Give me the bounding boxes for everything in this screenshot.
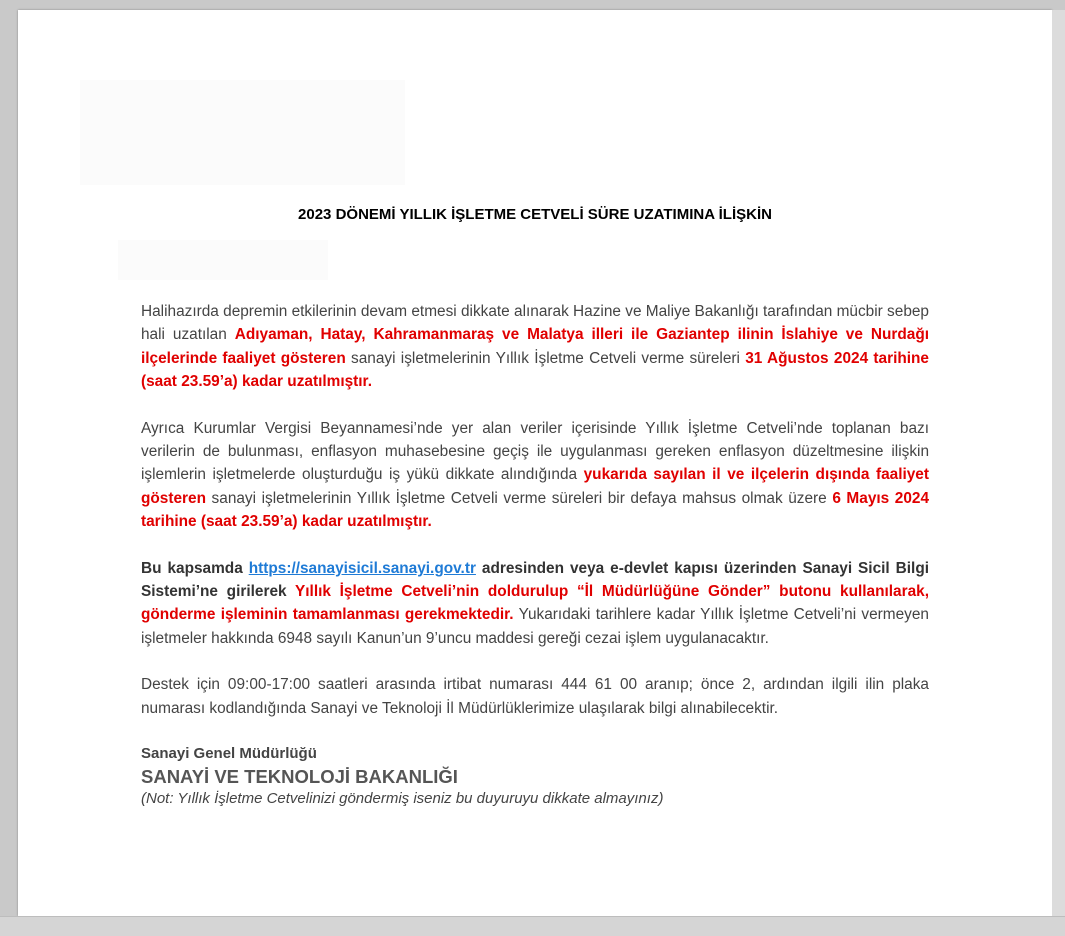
paragraph2-text-2: sanayi işletmelerinin Yıllık İşletme Cetveli verme süreleri bir defaya mahsus olmak üzere	[206, 489, 833, 507]
paragraph3-text-2: adresinden veya e-devlet kapısı üzerinden Sanayi Sicil Bilgi Sistemi’ne girilerek	[141, 559, 929, 601]
paragraph2-highlight-regions: yukarıda sayılan il ve ilçelerin dışında faaliyet gösteren	[141, 466, 929, 507]
faded-subheader-block	[118, 240, 328, 280]
document-body	[141, 300, 929, 809]
paragraph1-highlight-deadline: 31 Ağustos 2024 tarihine (saat 23.59’a) kadar uzatılmıştır.	[141, 349, 929, 391]
paragraph1-text-1: Halihazırda depremin etkilerinin devam etmesi dikkate alınarak Hazine ve Maliye Bakanlığı tarafından mücbir sebep hali uzatılan	[141, 303, 929, 344]
signature-ministry: SANAYİ VE TEKNOLOJİ BAKANLIĞI	[141, 766, 458, 788]
paragraph-support-contact	[141, 673, 929, 720]
document-page	[18, 10, 1052, 916]
paragraph3-text-3: Yukarıdaki tarihlere kadar Yıllık İşletme Cetveli’ni vermeyen işletmeler hakkında 6948 sayılı Kanun’un 9’uncu maddesi gereği cezai işlem uygulanacaktır.	[141, 606, 929, 647]
page-right-margin	[1052, 10, 1065, 916]
paragraph4-text: Destek için 09:00-17:00 saatleri arasında irtibat numarası 444 61 00 aranıp; önce 2, ardından ilgili ilin plaka numarası kodlandığında Sanayi ve Teknoloji İl Müdürlüklerimize ulaşılarak bilgi alınabilecektir.	[141, 676, 929, 717]
paragraph-extension-earthquake-regions	[141, 300, 929, 394]
signature-department: Sanayi Genel Müdürlüğü	[141, 745, 317, 763]
signature-block	[141, 743, 929, 809]
paragraph2-text-1: Ayrıca Kurumlar Vergisi Beyannamesi’nde yer alan veriler içerisinde Yıllık İşletme Cetveli’nde toplanan bazı verilerin de bulunması, enflasyon muhasebesine geçiş ile uygulanması gereken enflasyon düzeltmesine ilişkin işlemlerin işletmelerde oluşturduğu iş yükü dikkate alındığında	[141, 419, 929, 484]
paragraph1-highlight-regions: Adıyaman, Hatay, Kahramanmaraş ve Malatya illeri ile Gaziantep ilinin İslahiye ve Nurdağı ilçelerinde faaliyet gösteren	[141, 326, 929, 367]
paragraph2-highlight-deadline: 6 Mayıs 2024 tarihine (saat 23.59’a) kadar uzatılmıştır.	[141, 489, 930, 531]
document-title: 2023 DÖNEMİ YILLIK İŞLETME CETVELİ SÜRE UZATIMINA İLİŞKİN	[298, 206, 772, 223]
paragraph-extension-other-regions	[141, 417, 929, 534]
viewer-bottom-bar	[0, 916, 1065, 936]
sanayi-sicil-link[interactable]: https://sanayisicil.sanayi.gov.tr	[248, 559, 476, 577]
paragraph3-highlight-instruction: Yıllık İşletme Cetveli’nin doldurulup “İl Müdürlüğüne Gönder” butonu kullanılarak, gönderme işleminin tamamlanması gerekmektedir.	[141, 583, 929, 624]
signature-note: (Not: Yıllık İşletme Cetvelinizi göndermiş iseniz bu duyuruyu dikkate almayınız)	[141, 790, 664, 808]
paragraph-submission-instructions	[141, 557, 929, 651]
paragraph3-text-1: Bu kapsamda	[141, 559, 249, 577]
paragraph1-text-2: sanayi işletmelerinin Yıllık İşletme Cetveli verme süreleri	[345, 349, 746, 367]
faded-header-block	[80, 80, 405, 185]
